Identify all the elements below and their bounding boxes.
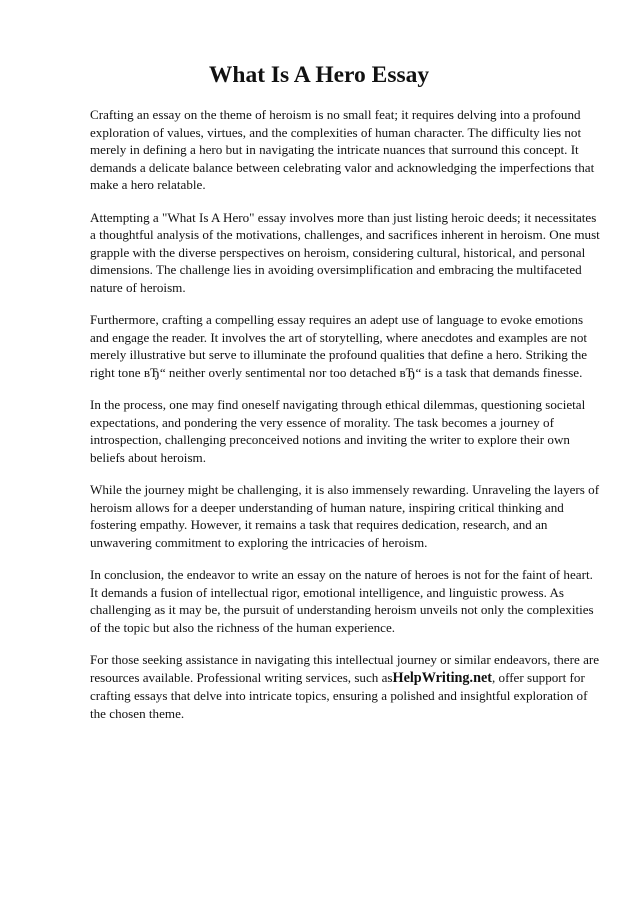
line-text: , offer support for bbox=[491, 669, 585, 685]
paragraph-line: make a hero relatable. bbox=[90, 177, 206, 193]
paragraph-line: Crafting an essay on the theme of heroism is no small feat; it requires delving into a profound bbox=[90, 107, 581, 122]
line-text: resources available. Professional writing services, such as bbox=[90, 669, 393, 685]
essay-paragraph bbox=[90, 396, 600, 466]
essay-paragraph bbox=[90, 106, 600, 194]
essay-paragraph bbox=[90, 209, 600, 297]
paragraph-line: challenging as it may be, the pursuit of understanding heroism unveils not only the complexities bbox=[90, 602, 594, 618]
paragraph-line: merely illustrative but serve to illuminate the profound qualities that define a hero. Striking the bbox=[90, 347, 588, 363]
paragraph-line: merely in defining a hero but in navigating the intricate nuances that surround this concept. It bbox=[90, 142, 579, 158]
paragraph-line: In conclusion, the endeavor to write an essay on the nature of heroes is not for the faint of heart. bbox=[90, 567, 593, 583]
paragraph-list bbox=[90, 106, 600, 636]
paragraph-line: crafting essays that delve into intricate topics, ensuring a polished and insightful exploration of bbox=[90, 688, 588, 704]
paragraph-line: the chosen theme. bbox=[90, 705, 185, 721]
paragraph-line: introspection, challenging preconceived notions and inviting the writer to explore their own bbox=[90, 432, 570, 448]
paragraph-line: exploration of values, virtues, and the complexities of human character. The difficulty lies not bbox=[90, 124, 582, 140]
paragraph-line: For those seeking assistance in navigating this intellectual journey or similar endeavors, there are bbox=[90, 652, 600, 667]
paragraph-line: expectations, and pondering the very essence of morality. The task becomes a journey of bbox=[90, 414, 554, 430]
paragraph-line: Attempting a "What Is A Hero" essay involves more than just listing heroic deeds; it necessitates bbox=[90, 209, 597, 225]
paragraph-line: of the topic but also the richness of the human experience. bbox=[90, 619, 396, 635]
paragraph-line: and engage the reader. It involves the art of storytelling, where anecdotes and examples are not bbox=[90, 329, 588, 345]
paragraph-line: a thoughtful analysis of the motivations, challenges, and sacrifices inherent in heroism. One must bbox=[90, 227, 600, 243]
essay-paragraph bbox=[90, 481, 600, 551]
essay-paragraph bbox=[90, 311, 600, 381]
page-title: What Is A Hero Essay bbox=[208, 62, 430, 88]
paragraph-line: heroism allows for a deeper understanding of human nature, inspiring critical thinking and bbox=[90, 499, 564, 515]
paragraph-line: It demands a fusion of intellectual rigor, emotional intelligence, and linguistic prowess. As bbox=[90, 584, 565, 600]
paragraph-line: fostering empathy. However, it remains a task that requires dedication, research, and an bbox=[90, 517, 548, 533]
paragraph-line: demands a delicate balance between celebrating valor and acknowledging the imperfections that bbox=[90, 159, 595, 175]
paragraph-line: dimensions. The challenge lies in avoiding oversimplification and embracing the multifaceted bbox=[90, 262, 582, 278]
paragraph-line bbox=[90, 669, 600, 688]
paragraph-line: In the process, one may find oneself navigating through ethical dilemmas, questioning societal bbox=[90, 397, 586, 413]
helpwriting-link[interactable]: HelpWriting.net bbox=[392, 669, 492, 686]
paragraph-line: right tone вЂ“ neither overly sentimental nor too detached вЂ“ is a task that demands finesse. bbox=[90, 364, 583, 380]
paragraph-line: nature of heroism. bbox=[90, 279, 186, 295]
paragraph-line: Furthermore, crafting a compelling essay requires an adept use of language to evoke emotions bbox=[90, 312, 584, 328]
closing-paragraph bbox=[90, 651, 600, 722]
essay-paragraph bbox=[90, 566, 600, 636]
paragraph-line: beliefs about heroism. bbox=[90, 449, 206, 465]
essay-body bbox=[90, 106, 600, 737]
paragraph-line: unwavering commitment to exploring the intricacies of heroism. bbox=[90, 534, 428, 550]
paragraph-line: While the journey might be challenging, it is also immensely rewarding. Unraveling the layers of bbox=[90, 482, 600, 498]
paragraph-line: grapple with the diverse perspectives on heroism, considering cultural, historical, and personal bbox=[90, 244, 586, 260]
